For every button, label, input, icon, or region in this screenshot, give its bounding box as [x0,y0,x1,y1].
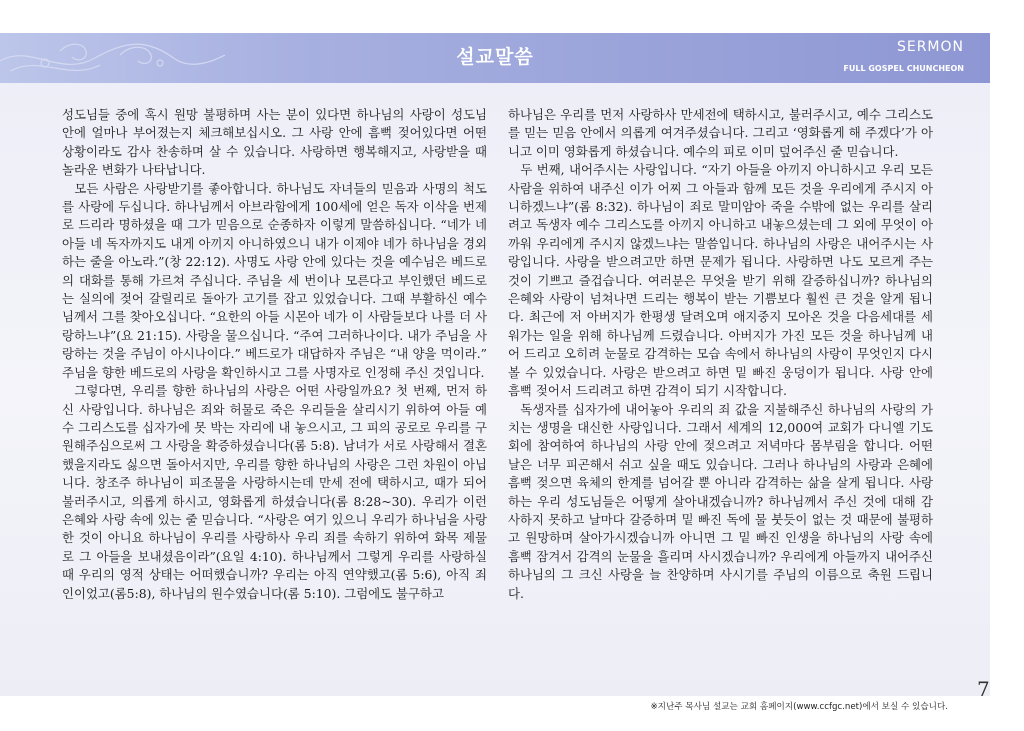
church-label: FULL GOSPEL CHUNCHEON [843,64,964,73]
right-column [508,106,933,603]
paragraph: 모든 사람은 사랑받기를 좋아합니다. 하나님도 자녀들의 믿음과 사명의 척도를 사랑에 두십니다. 하나님께서 아브라함에게 100세에 얻은 독자 이삭을 번제로 드리라 명하셨을 때 그가 믿음으로 순종하자 이렇게 말씀하십니다. “네가 네 아들 네 독자까지도 내게 아끼지 아니하였으니 내가 이제야 네가 하나님을 경외하는 줄을 아노라.”(창 22:12). 사명도 사랑 안에 있다는 것을 예수님은 베드로의 대화를 통해 가르쳐 주십니다. 주님을 세 번이나 모른다고 부인했던 베드로는 실의에 젖어 갈릴리로 돌아가 고기를 잡고 있었습니다. 그때 부활하신 예수님께서 그를 찾아오십니다. “요한의 아들 시몬아 네가 이 사람들보다 나를 더 사랑하느냐”(요 21:15). 사랑을 물으십니다. “주여 그러하나이다. 내가 주님을 사랑하는 것을 주님이 아시나이다.” 베드로가 대답하자 주님은 “내 양을 먹이라.” 주님을 향한 베드로의 사랑을 확인하시고 그를 사명자로 인정해 주신 것입니다. [62,180,487,380]
paragraph: 성도님들 중에 혹시 원망 불평하며 사는 분이 있다면 하나님의 사랑이 성도님 안에 얼마나 부어졌는지 체크해보십시오. 그 사랑 안에 흠뻑 젖어있다면 어떤 상황이라도 감사 찬송하며 살 수 있습니다. 사랑하면 행복해지고, 사랑받을 때 놀라운 변화가 나타납니다. [62,107,487,178]
left-column [62,106,487,603]
page-number: 7 [977,677,990,701]
footnote: ※지난주 목사님 설교는 교회 홈페이지(www.ccfgc.net)에서 보실 수 있습니다. [650,702,948,712]
sermon-article [0,83,990,696]
paragraph: 하나님은 우리를 먼저 사랑하사 만세전에 택하시고, 불러주시고, 예수 그리스도를 믿는 믿음 안에서 의롭게 여겨주셨습니다. 그리고 ‘영화롭게 해 주겠다’가 아니고 이미 영화롭게 하셨습니다. 예수의 피로 이미 덮어주신 줄 믿습니다. [508,107,933,159]
paragraph: 두 번째, 내어주시는 사랑입니다. “자기 아들을 아끼지 아니하시고 우리 모든 사람을 위하여 내주신 이가 어찌 그 아들과 함께 모든 것을 우리에게 주시지 아니하겠느냐”(롬 8:32). 하나님이 죄로 말미암아 죽을 수밖에 없는 우리를 살리려고 독생자 예수 그리스도를 아끼지 아니하고 내놓으셨는데 그 외에 무엇이 아까워 우리에게 주시지 않겠느냐는 말씀입니다. 하나님의 사랑은 내어주시는 사랑입니다. 사랑을 받으려고만 하면 문제가 됩니다. 사랑하면 나도 모르게 주는 것이 기쁘고 즐겁습니다. 여러분은 무엇을 받기 위해 갈증하십니까? 하나님의 은혜와 사랑이 넘쳐나면 드리는 행복이 받는 기쁨보다 훨씬 큰 것을 알게 됩니다. 최근에 저 아버지가 한평생 달려오며 애지중지 모아온 것을 다음세대를 세워가는 일을 위해 하나님께 드렸습니다. 아버지가 가진 모든 것을 하나님께 내어 드리고 오히려 눈물로 감격하는 모습 속에서 하나님의 사랑이 무엇인지 다시 볼 수 있었습니다. 사랑은 받으려고 하면 밑 빠진 웅덩이가 됩니다. 사랑 안에 흠뻑 젖어서 드리려고 하면 감격이 되기 시작합니다. [508,162,933,399]
paragraph: 그렇다면, 우리를 향한 하나님의 사랑은 어떤 사랑일까요? 첫 번째, 먼저 하신 사랑입니다. 하나님은 죄와 허물로 죽은 우리들을 살리시기 위하여 아들 예수 그리스도를 십자가에 못 박는 자리에 내 놓으시고, 그 피의 공로로 우리를 구원해주심으로써 그 사랑을 확증하셨습니다(롬 5:8). 남녀가 서로 사랑해서 결혼했을지라도 싫으면 돌아서지만, 우리를 향한 하나님의 사랑은 그런 차원이 아닙니다. 창조주 하나님이 피조물을 사랑하시는데 만세 전에 택하시고, 때가 되어 불러주시고, 의롭게 하시고, 영화롭게 하셨습니다(롬 8:28~30). 우리가 이런 은혜와 사랑 속에 있는 줄 믿습니다. “사랑은 여기 있으니 우리가 하나님을 사랑한 것이 아니요 하나님이 우리를 사랑하사 우리 죄를 속하기 위하여 화목 제물로 그 아들을 보내셨음이라”(요일 4:10). 하나님께서 그렇게 우리를 사랑하실 때 우리의 영적 상태는 어떠했습니까? 우리는 아직 연약했고(롬 5:6), 아직 죄인이었고(롬5:8), 하나님의 원수였습니다(롬 5:10). 그럼에도 불구하고 [62,383,487,601]
sermon-label: SERMON [896,39,964,55]
page-header [0,33,990,83]
paragraph: 독생자를 십자가에 내어놓아 우리의 죄 값을 지불해주신 하나님의 사랑의 가치는 생명을 대신한 사랑입니다. 그래서 세계의 12,000여 교회가 다니엘 기도회에 참여하여 하나님의 사랑 안에 젖으려고 저녁마다 몸부림을 합니다. 어떤 날은 너무 피곤해서 쉬고 싶을 때도 있습니다. 그러나 하나님의 사랑과 은혜에 흠뻑 젖으면 육체의 한계를 넘어갈 뿐 아니라 감격하는 삶을 살게 됩니다. 사랑하는 우리 성도님들은 어떻게 살아내겠습니까? 하나님께서 주신 것에 대해 감사하지 못하고 날마다 갈증하며 밑 빠진 독에 물 붓듯이 없는 것 때문에 불평하고 원망하며 살아가시겠습니까 아니면 그 밑 빠진 인생을 하나님의 사랑 속에 흠뻑 잠겨서 감격의 눈물을 흘리며 사시겠습니까? 우리에게 아들까지 내어주신 하나님의 그 크신 사랑을 늘 찬양하며 사시기를 주님의 이름으로 축원 드립니다. [508,401,933,601]
section-title: 설교말씀 [456,46,534,68]
